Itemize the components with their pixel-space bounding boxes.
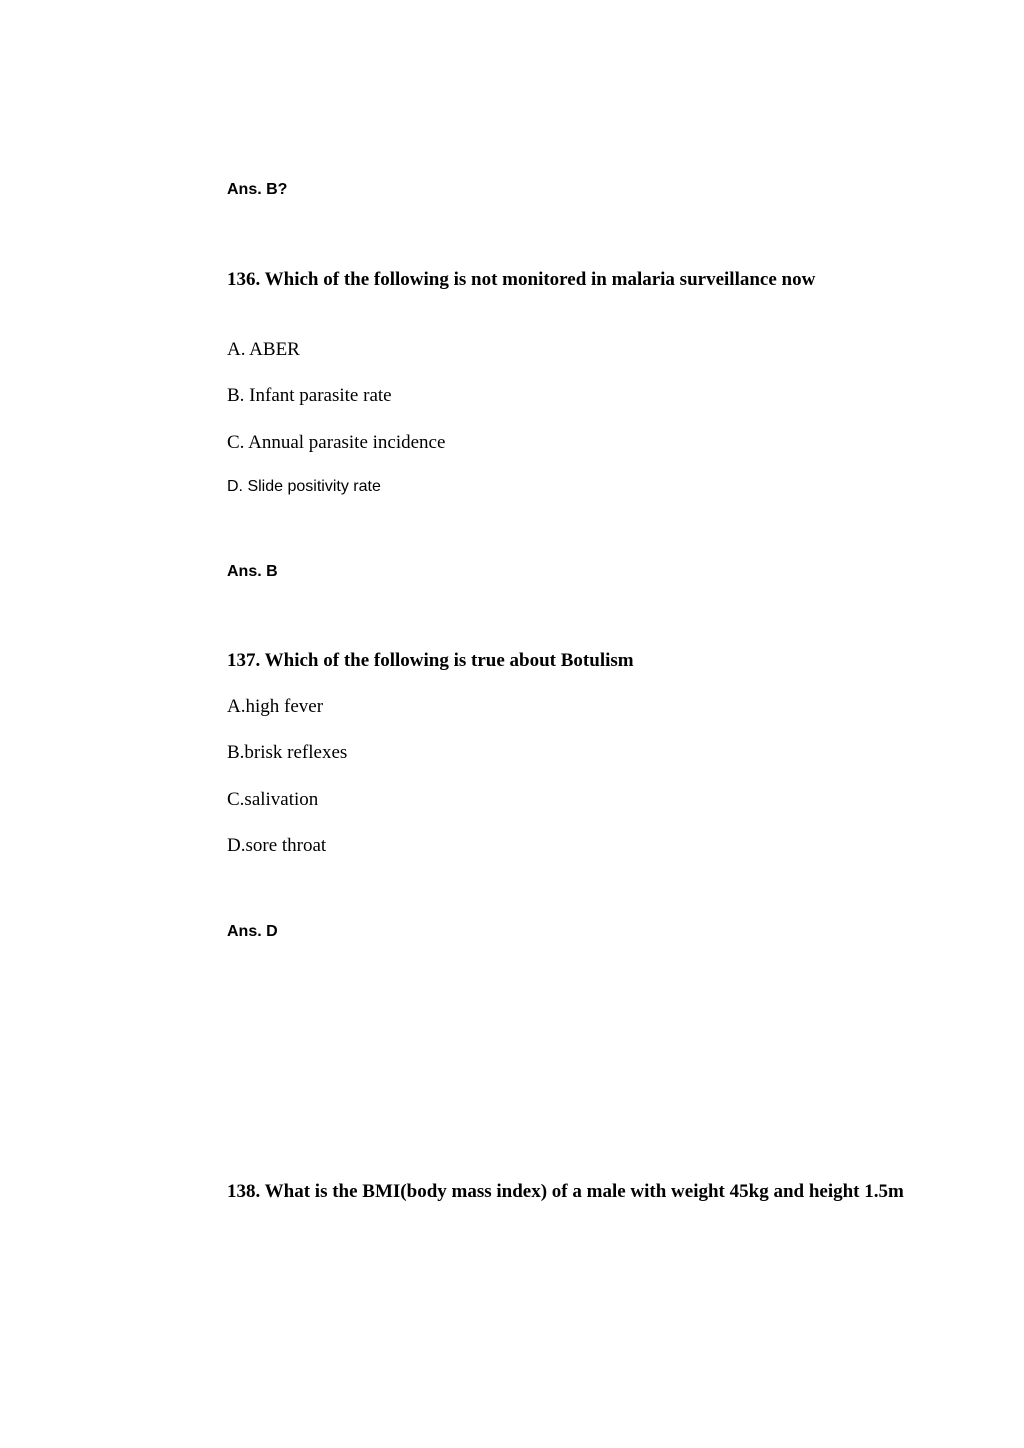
answer-prev: Ans. B? [227,181,288,198]
option-137-d: D.sore throat [227,835,327,856]
option-137-b: B.brisk reflexes [227,742,348,763]
option-137-a: A.high fever [227,696,324,717]
question-138: 138. What is the BMI(body mass index) of a male with weight 45kg and height 1.5m [227,1181,904,1202]
option-136-a: A. ABER [227,339,300,360]
question-136: 136. Which of the following is not monitored in malaria surveillance now [227,269,816,290]
option-136-c: C. Annual parasite incidence [227,432,446,453]
option-136-b: B. Infant parasite rate [227,385,392,406]
option-136-d: D. Slide positivity rate [227,478,381,495]
question-137: 137. Which of the following is true about Botulism [227,650,634,671]
answer-136: Ans. B [227,563,278,580]
answer-137: Ans. D [227,923,278,940]
option-137-c: C.salivation [227,789,319,810]
